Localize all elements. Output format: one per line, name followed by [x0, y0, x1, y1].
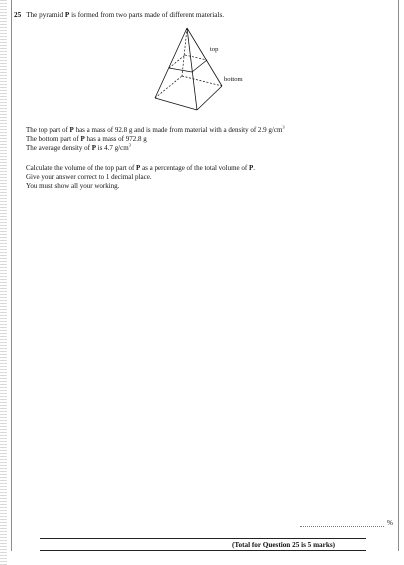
- total-marks: (Total for Question 25 is 5 marks): [232, 541, 336, 549]
- info-line-1: The top part of P has a mass of 92.8 g and is made from material with a density of 2.9 $g/cm^3$: [26, 124, 285, 134]
- task-line-1: Calculate the volume of the top part of P as a percentage of the total volume of P.: [26, 164, 255, 172]
- label-bottom: bottom: [224, 76, 243, 83]
- question-intro: 25 The pyramid P is formed from two parts made of different materials.: [14, 11, 225, 19]
- total-bottom-rule: [40, 550, 366, 551]
- info-line-3: The average density of P is 4.7 $g/cm^3$: [26, 142, 131, 152]
- pyramid-figure: [152, 24, 262, 114]
- info-line-2: The bottom part of P has a mass of 972.8 g: [26, 135, 147, 143]
- question-number: 25: [14, 11, 22, 19]
- task-line-3: You must show all your working.: [26, 182, 120, 190]
- answer-line[interactable]: [300, 526, 384, 527]
- total-top-rule: [40, 538, 366, 539]
- task-line-2: Give your answer correct to 1 decimal place.: [26, 173, 152, 181]
- pyramid-diagram: [152, 24, 262, 114]
- label-top: top: [210, 46, 219, 53]
- answer-unit: %: [387, 519, 393, 527]
- page-margin-strip: [0, 0, 7, 565]
- frame-left-border: [11, 0, 12, 551]
- frame-right-border: [398, 0, 399, 551]
